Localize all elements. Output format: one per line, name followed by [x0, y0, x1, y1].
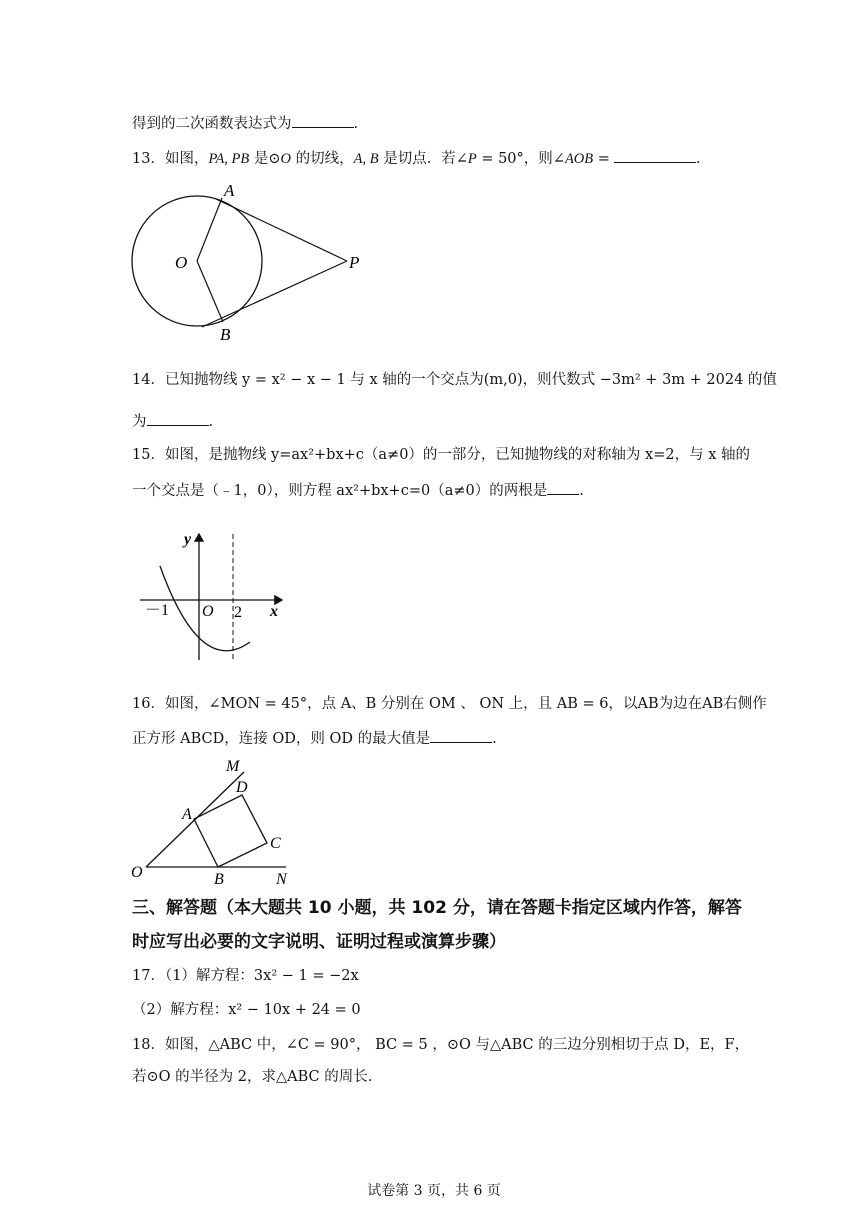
q14-end: .	[208, 414, 214, 430]
answer-blank[interactable]	[292, 113, 354, 128]
q13-t2: 是⊙	[249, 151, 281, 167]
label-a: A	[182, 806, 192, 823]
ray-om	[146, 772, 244, 867]
answer-blank[interactable]	[547, 480, 579, 495]
question-14	[132, 370, 777, 390]
q16-end: .	[492, 731, 497, 747]
label-a: A	[224, 181, 235, 200]
question-18	[132, 1035, 749, 1055]
page-footer: 试卷第 3 页，共 6 页	[367, 1183, 501, 1199]
q13-end: .	[695, 151, 701, 167]
label-o: O	[175, 253, 188, 272]
label-d: D	[236, 779, 248, 796]
answer-blank[interactable]	[430, 728, 492, 743]
question-17-part2	[132, 1000, 361, 1020]
q13-t7: P	[467, 151, 477, 167]
q13-t4: 的切线，	[291, 151, 354, 167]
section-heading	[132, 894, 742, 922]
q13-t8: = 50°，则∠	[476, 151, 565, 167]
intro-text: 得到的二次函数表达式为	[132, 116, 292, 132]
question-15-cont	[132, 480, 584, 501]
q15-line1: 15．如图，是抛物线 y=ax²+bx+c（a≠0）的一部分，已知抛物线的对称轴为 x=2，与 x 轴的	[132, 447, 750, 463]
label-o: O	[131, 864, 143, 881]
q18-line1: 18．如图，△ABC 中，∠C = 90°， BC = 5 ，⊙O 与△ABC 的三边分别相切于点 D，E，F，	[132, 1037, 750, 1053]
label-b: B	[220, 325, 231, 344]
question-16-cont	[132, 728, 497, 749]
section-heading-cont	[132, 928, 506, 956]
label-b: B	[214, 871, 224, 887]
question-15	[132, 445, 750, 465]
label-origin: O	[202, 603, 214, 620]
q14-line2: 为	[132, 414, 147, 430]
q13-t3: O	[280, 151, 292, 167]
label-p: P	[349, 253, 360, 272]
q16-figure	[128, 752, 303, 887]
q13-t9: AOB	[564, 151, 594, 167]
q13-t10: =	[593, 151, 610, 167]
q13-t1: PA, PB	[208, 151, 250, 167]
q15-line2: 一个交点是（﹣1，0），则方程 ax²+bx+c=0（a≠0）的两根是	[132, 483, 548, 499]
q15-figure	[140, 528, 290, 668]
segment-oa	[197, 198, 222, 261]
tangent-pa	[216, 199, 347, 261]
q13-t6: 是切点．若∠	[378, 151, 468, 167]
question-14-cont	[132, 411, 213, 432]
answer-blank[interactable]	[147, 411, 209, 426]
q16-line1: 16．如图，∠MON = 45°，点 A、B 分别在 OM 、 ON 上，且 AB = 6，以AB为边在AB右侧作	[132, 696, 767, 712]
q17-part2: （2）解方程：x² − 10x + 24 = 0	[132, 1002, 361, 1018]
question-17-part1	[132, 966, 359, 986]
q18-line2: 若⊙O 的半径为 2，求△ABC 的周长.	[132, 1069, 373, 1085]
q14-line1: 14．已知抛物线 y = x² − x − 1 与 x 轴的一个交点为(m,0)，则代数式 −3m² + 3m + 2024 的值	[132, 372, 777, 388]
q13-t5: A, B	[353, 151, 379, 167]
label-n: N	[276, 871, 287, 887]
label-m: M	[226, 758, 240, 775]
question-16	[132, 694, 767, 714]
segment-ob	[197, 261, 223, 322]
tangent-pb	[202, 261, 347, 327]
label-c: C	[270, 835, 281, 852]
section-line2: 时应写出必要的文字说明、证明过程或演算步骤）	[132, 932, 506, 952]
q13-figure	[125, 178, 375, 348]
q16-line2: 正方形 ABCD，连接 OD，则 OD 的最大值是	[132, 731, 431, 747]
q13-number: 13．如图，	[132, 151, 209, 167]
section-line1: 三、解答题（本大题共 10 小题，共 102 分，请在答题卡指定区域内作答，解答	[132, 898, 742, 918]
intro-line	[132, 113, 358, 134]
label-y: y	[184, 531, 192, 548]
question-13	[132, 148, 701, 169]
label-two: 2	[234, 604, 242, 621]
square-abcd	[194, 795, 267, 867]
q17-part1: 17．（1）解方程：3x² − 1 = −2x	[132, 968, 359, 984]
answer-blank[interactable]	[614, 148, 696, 163]
intro-end: .	[353, 116, 359, 132]
q15-end: .	[579, 483, 584, 499]
label-x: x	[270, 603, 278, 620]
question-18-cont	[132, 1067, 372, 1087]
label-neg1: －1	[145, 602, 170, 619]
